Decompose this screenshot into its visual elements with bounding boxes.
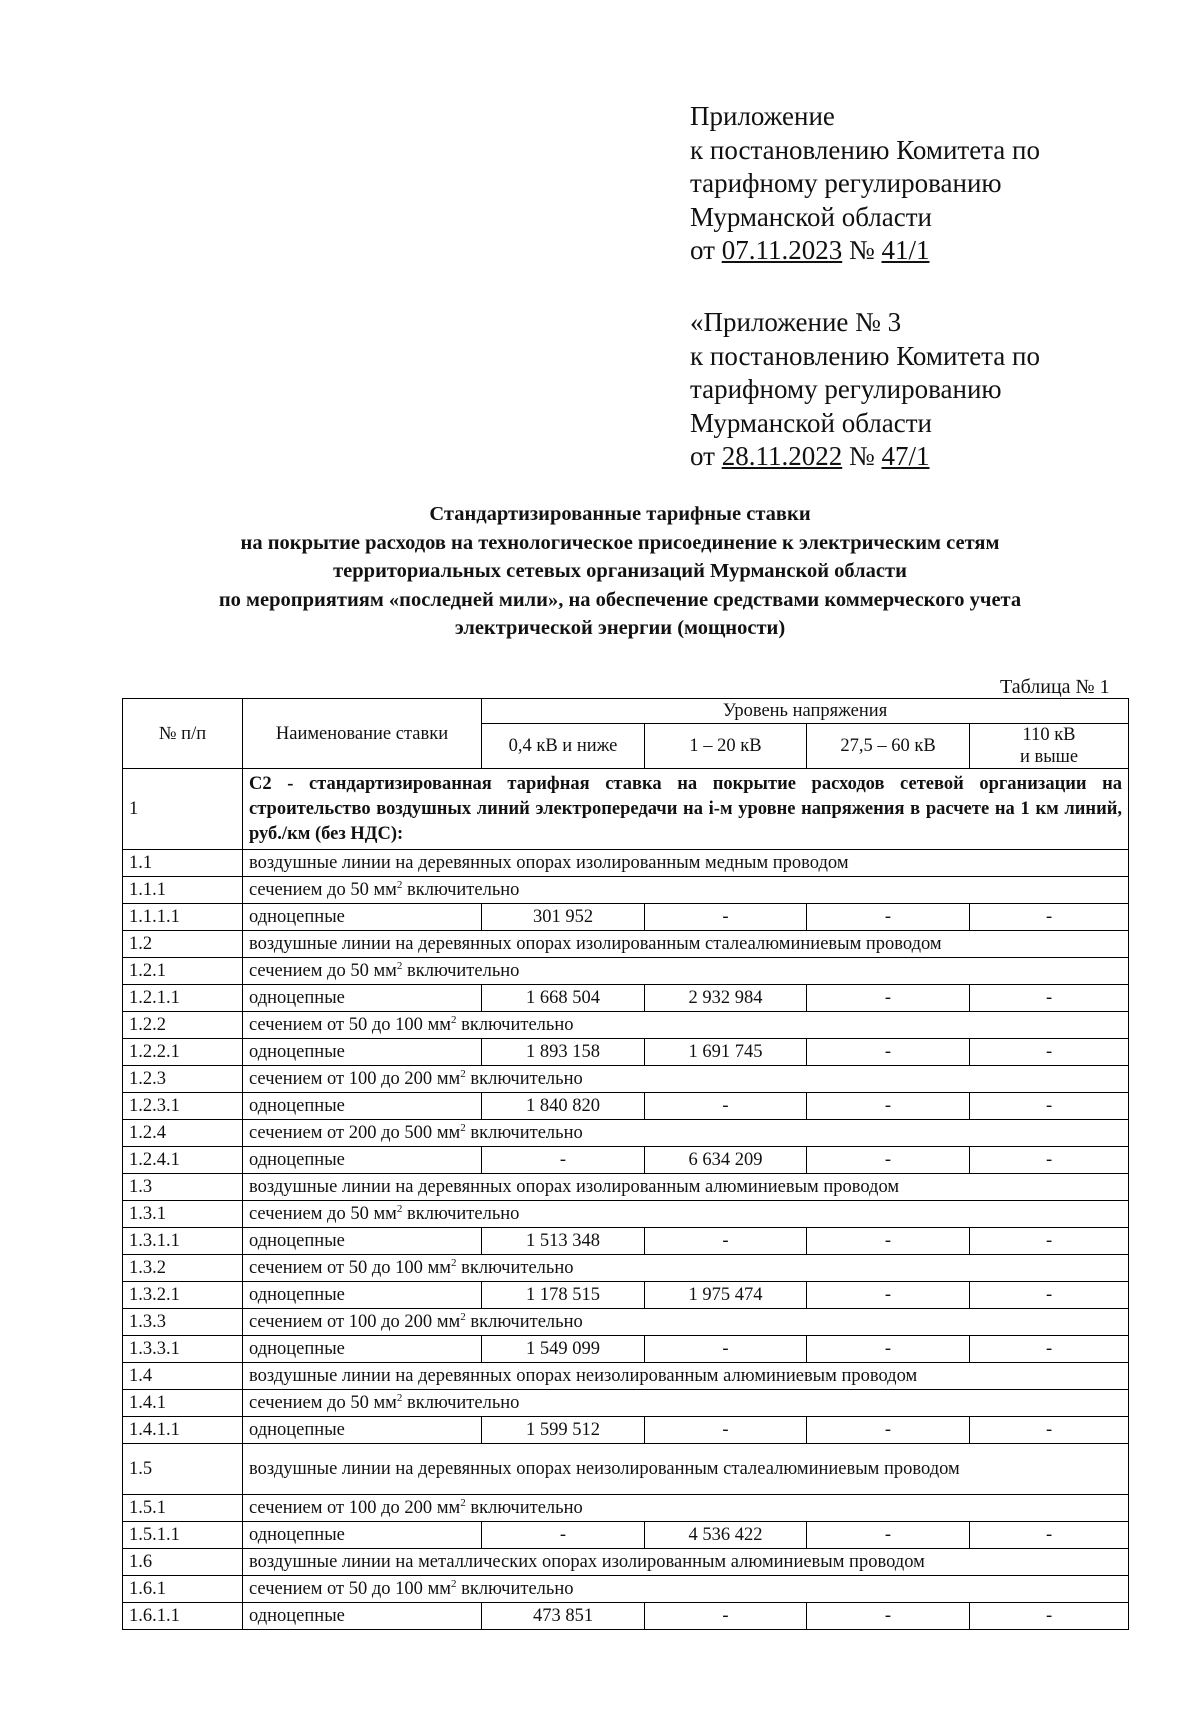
row-number: 1.5 [123, 1444, 243, 1495]
row-number: 1.5.1.1 [123, 1522, 243, 1549]
unit-mm: мм [436, 1069, 461, 1089]
cross-section-prefix: сечением от 100 до 200 [249, 1069, 437, 1089]
rate-value-v1: 1 668 504 [482, 985, 645, 1012]
header-date-line [690, 440, 1170, 474]
rate-value-v3: - [807, 1603, 970, 1630]
rate-value-v4: - [970, 985, 1129, 1012]
table-row [123, 958, 1129, 985]
row-description: воздушные линии на деревянных опорах неизолированным алюминиевым проводом [243, 1363, 1129, 1390]
row-number: 1.6.1 [123, 1576, 243, 1603]
cross-section-suffix: включительно [456, 1258, 574, 1278]
rate-value-v2: 6 634 209 [645, 1147, 807, 1174]
row-number: 1.4.1 [123, 1390, 243, 1417]
cross-section-suffix: включительно [456, 1579, 574, 1599]
resolution-date: 07.11.2023 [721, 235, 843, 265]
row-description: воздушные линии на деревянных опорах изолированным алюминиевым проводом [243, 1174, 1129, 1201]
resolution-date: 28.11.2022 [721, 441, 843, 471]
date-prefix: от [690, 441, 722, 471]
row-number: 1.3.1 [123, 1201, 243, 1228]
row-number: 1.3.3 [123, 1309, 243, 1336]
row-number: 1.2.4.1 [123, 1147, 243, 1174]
unit-superscript: 2 [396, 1391, 403, 1404]
header-rate-name: Наименование ставки [243, 699, 482, 769]
unit-mm: мм [436, 1498, 461, 1518]
header-voltage-04: 0,4 кВ и ниже [482, 724, 645, 769]
title-line: территориальных сетевых организаций Мурманской области [333, 560, 907, 582]
table-row [123, 1390, 1129, 1417]
cross-section-suffix: включительно [456, 1015, 574, 1035]
header-voltage-1-20: 1 – 20 кВ [645, 724, 807, 769]
rate-value-v3: - [807, 1039, 970, 1066]
cross-section-suffix: включительно [402, 1393, 520, 1413]
document-title [120, 500, 1120, 643]
number-prefix: № [842, 235, 882, 265]
title-line: на покрытие расходов на технологическое присоединение к электрическим сетям [240, 531, 1000, 554]
unit-superscript: 2 [396, 1202, 403, 1215]
row-number: 1.2.2.1 [123, 1039, 243, 1066]
rate-value-v2: - [645, 1093, 807, 1120]
title-line: по мероприятиям «последней мили», на обеспечение средствами коммерческого учета [218, 588, 1022, 611]
table-row [123, 1282, 1129, 1309]
unit-mm: мм [373, 880, 397, 900]
row-number: 1.6.1.1 [123, 1603, 243, 1630]
rate-value-v2: 1 691 745 [645, 1039, 807, 1066]
row-number: 1.2.2 [123, 1012, 243, 1039]
rate-value-v2: 4 536 422 [645, 1522, 807, 1549]
cross-section-prefix: сечением от 200 до 500 [249, 1123, 437, 1143]
row-description: воздушные линии на деревянных опорах изолированным сталеалюминиевым проводом [243, 931, 1129, 958]
rate-value-v1: - [482, 1522, 645, 1549]
rate-value-v2: - [645, 1603, 807, 1630]
rate-value-v1: 1 178 515 [482, 1282, 645, 1309]
row-name: одноцепные [243, 1522, 482, 1549]
row-number: 1.1.1 [123, 877, 243, 904]
row-name: одноцепные [243, 1039, 482, 1066]
row-cross-section [243, 1120, 1129, 1147]
cross-section-prefix: сечением от 50 до 100 [249, 1015, 428, 1035]
row-description: воздушные линии на деревянных опорах неизолированным сталеалюминиевым проводом [243, 1444, 1129, 1495]
rate-value-v4: - [970, 1228, 1129, 1255]
header-date-line [690, 234, 1170, 268]
row-name: одноцепные [243, 1282, 482, 1309]
table-label: Таблица № 1 [1000, 676, 1110, 698]
table-row [123, 1363, 1129, 1390]
row-number: 1.2.1 [123, 958, 243, 985]
rate-value-v1: 1 549 099 [482, 1336, 645, 1363]
row-name: одноцепные [243, 1093, 482, 1120]
appendix3-header [690, 306, 1170, 474]
row-number: 1.2 [123, 931, 243, 958]
table-row [123, 1417, 1129, 1444]
table-row [123, 985, 1129, 1012]
unit-mm: мм [436, 1123, 461, 1143]
date-prefix: от [690, 235, 722, 265]
unit-mm: мм [427, 1015, 451, 1035]
resolution-number: 47/1 [881, 441, 930, 471]
number-prefix: № [842, 441, 882, 471]
row-number: 1.3.3.1 [123, 1336, 243, 1363]
row-cross-section [243, 1066, 1129, 1093]
cross-section-prefix: сечением от 50 до 100 [249, 1579, 428, 1599]
section-row [123, 769, 1129, 850]
rate-value-v2: 1 975 474 [645, 1282, 807, 1309]
unit-superscript: 2 [450, 1256, 457, 1269]
row-number: 1.2.1.1 [123, 985, 243, 1012]
row-number: 1.1.1.1 [123, 904, 243, 931]
unit-superscript: 2 [396, 878, 403, 891]
table-row [123, 1444, 1129, 1495]
row-cross-section [243, 877, 1129, 904]
header-voltage-110 [970, 724, 1129, 769]
unit-superscript: 2 [396, 959, 403, 972]
header-line: к постановлению Комитета по [690, 134, 1040, 165]
unit-superscript: 2 [460, 1310, 466, 1323]
table-row [123, 931, 1129, 958]
header-line: Мурманской области [690, 201, 932, 232]
row-number: 1.3.2.1 [123, 1282, 243, 1309]
row-number: 1.4 [123, 1363, 243, 1390]
table-row [123, 1336, 1129, 1363]
cross-section-prefix: сечением от 100 до 200 [249, 1498, 437, 1518]
unit-superscript: 2 [460, 1121, 466, 1134]
rate-value-v3: - [807, 1282, 970, 1309]
rate-value-v4: - [970, 1417, 1129, 1444]
table-row [123, 1066, 1129, 1093]
unit-superscript: 2 [460, 1496, 466, 1509]
rate-value-v3: - [807, 1093, 970, 1120]
table-row [123, 1174, 1129, 1201]
rate-value-v2: - [645, 904, 807, 931]
cross-section-suffix: включительно [402, 961, 520, 981]
table-row [123, 1309, 1129, 1336]
rate-value-v2: - [645, 1228, 807, 1255]
header-110-line1: 110 кВ [1022, 725, 1076, 745]
unit-superscript: 2 [460, 1067, 466, 1080]
table-row [123, 1495, 1129, 1522]
table-row [123, 1120, 1129, 1147]
header-line: тарифному регулированию [690, 168, 1002, 198]
header-line: тарифному регулированию [690, 374, 1002, 404]
row-number: 1.3.1.1 [123, 1228, 243, 1255]
rate-value-v3: - [807, 1147, 970, 1174]
unit-mm: мм [373, 961, 397, 981]
row-cross-section [243, 958, 1129, 985]
cross-section-prefix: сечением до 50 [249, 1204, 374, 1224]
row-number: 1.6 [123, 1549, 243, 1576]
row-cross-section [243, 1390, 1129, 1417]
header-line: «Приложение № 3 [690, 307, 902, 337]
rate-value-v3: - [807, 1417, 970, 1444]
rate-value-v1: 473 851 [482, 1603, 645, 1630]
table-row [123, 1201, 1129, 1228]
row-number: 1.2.4 [123, 1120, 243, 1147]
row-cross-section [243, 1012, 1129, 1039]
cross-section-suffix: включительно [402, 1204, 520, 1224]
rate-value-v1: 1 599 512 [482, 1417, 645, 1444]
row-cross-section [243, 1576, 1129, 1603]
rate-value-v2: - [645, 1417, 807, 1444]
rate-value-v4: - [970, 1603, 1129, 1630]
unit-mm: мм [373, 1393, 397, 1413]
row-name: одноцепные [243, 1228, 482, 1255]
rate-value-v4: - [970, 1039, 1129, 1066]
row-number: 1.2.3.1 [123, 1093, 243, 1120]
table-row [123, 1147, 1129, 1174]
rate-value-v3: - [807, 1336, 970, 1363]
header-voltage-27-60: 27,5 – 60 кВ [807, 724, 970, 769]
row-name: одноцепные [243, 1417, 482, 1444]
table-body [123, 769, 1129, 1630]
header-line: Приложение [690, 101, 835, 131]
unit-mm: мм [373, 1204, 397, 1224]
rate-value-v3: - [807, 1228, 970, 1255]
row-name: одноцепные [243, 1147, 482, 1174]
row-description: воздушные линии на металлических опорах изолированным алюминиевым проводом [243, 1549, 1129, 1576]
rate-value-v1: 1 893 158 [482, 1039, 645, 1066]
rate-value-v4: - [970, 1336, 1129, 1363]
rate-value-v1: 301 952 [482, 904, 645, 931]
unit-mm: мм [427, 1258, 451, 1278]
rate-value-v2: 2 932 984 [645, 985, 807, 1012]
row-cross-section [243, 1309, 1129, 1336]
table-row [123, 1576, 1129, 1603]
row-number: 1.5.1 [123, 1495, 243, 1522]
table-row [123, 1549, 1129, 1576]
rate-value-v4: - [970, 904, 1129, 931]
resolution-number: 41/1 [881, 235, 930, 265]
table-row [123, 1228, 1129, 1255]
rate-value-v3: - [807, 1522, 970, 1549]
rate-value-v4: - [970, 1282, 1129, 1309]
table-row [123, 850, 1129, 877]
header-line: к постановлению Комитета по [690, 340, 1040, 371]
unit-mm: мм [436, 1312, 461, 1332]
cross-section-suffix: включительно [465, 1069, 583, 1089]
rate-value-v1: - [482, 1147, 645, 1174]
row-number: 1.3 [123, 1174, 243, 1201]
row-number: 1.3.2 [123, 1255, 243, 1282]
unit-superscript: 2 [450, 1013, 457, 1026]
header-voltage-level: Уровень напряжения [482, 699, 1129, 724]
section-number: 1 [123, 769, 243, 850]
header-110-line2: и выше [1019, 747, 1079, 767]
header-number: № п/п [123, 699, 243, 769]
table-row [123, 1093, 1129, 1120]
rate-value-v1: 1 840 820 [482, 1093, 645, 1120]
table-row [123, 1603, 1129, 1630]
rate-value-v4: - [970, 1522, 1129, 1549]
header-line: Мурманской области [690, 407, 932, 438]
unit-mm: мм [427, 1579, 451, 1599]
row-cross-section [243, 1255, 1129, 1282]
row-name: одноцепные [243, 985, 482, 1012]
cross-section-suffix: включительно [465, 1312, 583, 1332]
cross-section-prefix: сечением до 50 [249, 1393, 374, 1413]
attachment-header [690, 100, 1170, 268]
row-number: 1.4.1.1 [123, 1417, 243, 1444]
row-cross-section [243, 1201, 1129, 1228]
unit-superscript: 2 [450, 1577, 457, 1590]
rate-value-v3: - [807, 904, 970, 931]
title-line: электрической энергии (мощности) [454, 617, 786, 639]
rate-value-v1: 1 513 348 [482, 1228, 645, 1255]
rate-value-v4: - [970, 1147, 1129, 1174]
row-name: одноцепные [243, 1603, 482, 1630]
rate-value-v2: - [645, 1336, 807, 1363]
cross-section-prefix: сечением от 50 до 100 [249, 1258, 428, 1278]
section-description: С2 - стандартизированная тарифная ставка на покрытие расходов сетевой организации на строительство воздушных линий электропередачи на i-м уровне напряжения в расчете на 1 км линий, руб./км (без НДС): [243, 769, 1129, 850]
row-name: одноцепные [243, 904, 482, 931]
title-line: Стандартизированные тарифные ставки [429, 503, 811, 525]
cross-section-suffix: включительно [402, 880, 520, 900]
cross-section-prefix: сечением от 100 до 200 [249, 1312, 437, 1332]
row-number: 1.1 [123, 850, 243, 877]
table-row [123, 877, 1129, 904]
cross-section-suffix: включительно [465, 1123, 583, 1143]
row-name: одноцепные [243, 1336, 482, 1363]
row-number: 1.2.3 [123, 1066, 243, 1093]
row-cross-section [243, 1495, 1129, 1522]
row-description: воздушные линии на деревянных опорах изолированным медным проводом [243, 850, 1129, 877]
table-row [123, 1012, 1129, 1039]
table-row [123, 904, 1129, 931]
cross-section-prefix: сечением до 50 [249, 880, 374, 900]
table-row [123, 1255, 1129, 1282]
table-row [123, 1522, 1129, 1549]
cross-section-prefix: сечением до 50 [249, 961, 374, 981]
rate-value-v3: - [807, 985, 970, 1012]
tariff-rates-table [122, 698, 1129, 1630]
table-row [123, 1039, 1129, 1066]
cross-section-suffix: включительно [465, 1498, 583, 1518]
rate-value-v4: - [970, 1093, 1129, 1120]
